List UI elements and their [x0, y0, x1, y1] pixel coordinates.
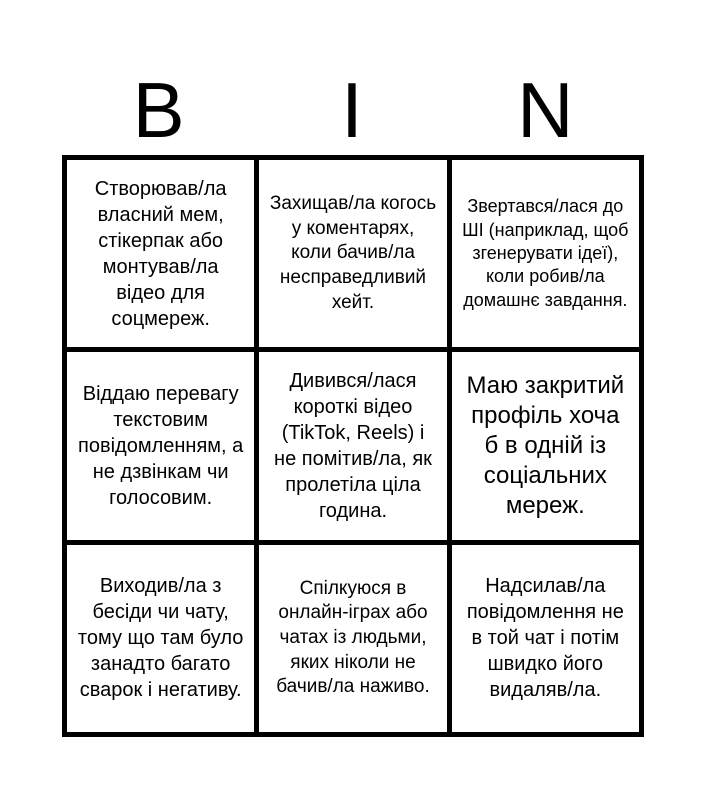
cell-text: Захищав/ла когось у коментарях, коли бачив/ла несправедливий хейт.	[269, 192, 437, 313]
bingo-board	[62, 155, 644, 737]
header-letter-n: N	[517, 66, 574, 154]
cell-text: Створював/ла власний мем, стікерпак або монтував/ла відео для соцмереж.	[94, 177, 227, 330]
cell-text: Віддаю перевагу текстовим повідомленням, а не дзвінкам чи голосовим.	[78, 382, 244, 509]
bingo-cell[interactable]	[452, 160, 639, 347]
bingo-cell[interactable]	[259, 352, 446, 539]
bingo-cell[interactable]	[67, 160, 254, 347]
bingo-cell[interactable]	[67, 352, 254, 539]
cell-text: Виходив/ла з бесіди чи чату, тому що там було занадто багато сварок і негативу.	[77, 575, 244, 702]
bingo-cell[interactable]	[452, 545, 639, 732]
cell-text: Спілкуюся в онлайн-іграх або чатах із людьми, яких ніколи не бачив/ла наживо.	[276, 577, 430, 698]
cell-text: Маю закритий профіль хоча б в одній із соціальних мереж.	[466, 371, 625, 519]
bingo-cell[interactable]	[259, 160, 446, 347]
bingo-header	[62, 60, 642, 160]
header-letter-b: B	[132, 66, 185, 154]
cell-text: Звертався/лася до ШІ (наприклад, щоб згенерувати ідеї), коли робив/ла домашнє завдання.	[462, 196, 629, 310]
cell-text: Дивився/лася короткі відео (TikTok, Reels) і не помітив/ла, як пролетіла ціла година.	[274, 369, 432, 522]
bingo-cell[interactable]	[452, 352, 639, 539]
bingo-cell[interactable]	[259, 545, 446, 732]
bingo-cell[interactable]	[67, 545, 254, 732]
cell-text: Надсилав/ла повідомлення не в той чат і потім швидко його видаляв/ла.	[466, 575, 624, 702]
header-letter-i: I	[341, 66, 363, 154]
